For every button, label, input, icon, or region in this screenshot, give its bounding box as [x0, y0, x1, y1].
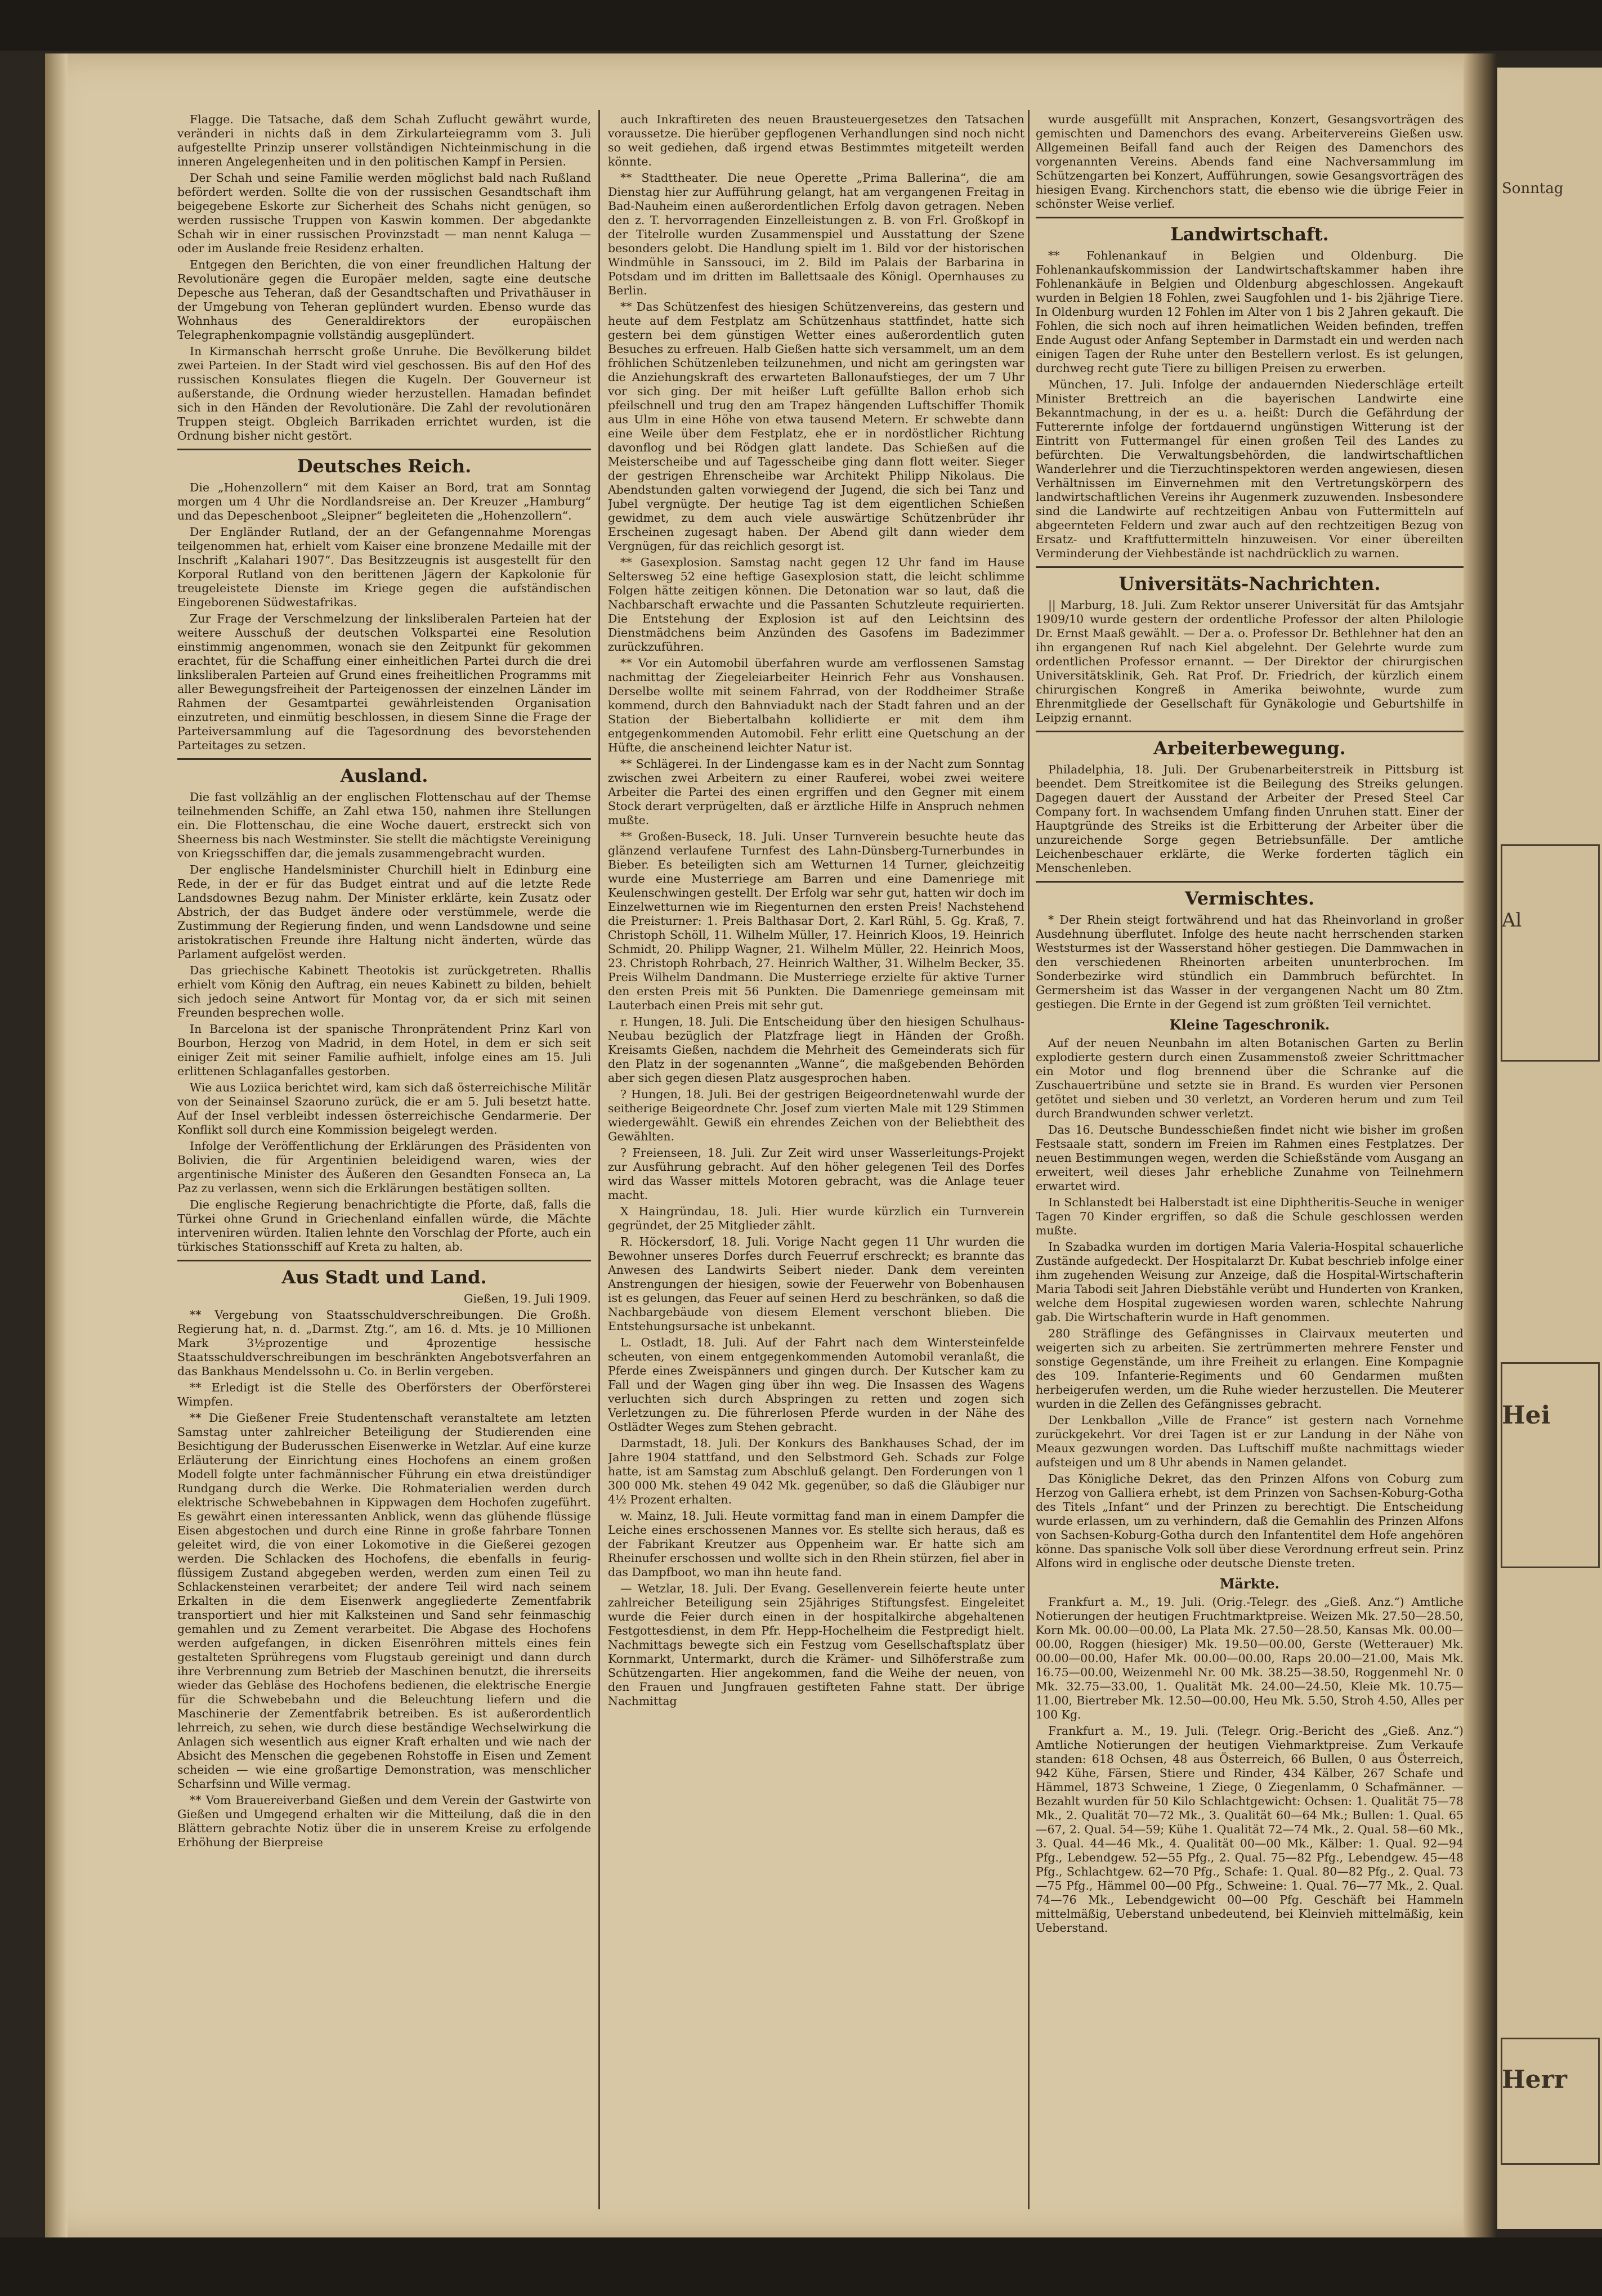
- section-heading-arbeiterbewegung: Arbeiterbewegung.: [1036, 731, 1464, 759]
- article-paragraph: Das griechische Kabinett Theotokis ist zurückgetreten. Rhallis erhielt vom König den Auftrag, ein neues Kabinett zu bilden, behielt sich jedoch seine Antwort für Montag vor, da er sich mit seinen Freunden besprechen wolle.: [177, 964, 591, 1019]
- column-2: [608, 113, 1024, 2195]
- adjacent-text-fragment: Al: [1502, 909, 1522, 932]
- page-left-edge: [45, 53, 68, 2237]
- scan-bottom-border: [0, 2237, 1602, 2296]
- adjacent-text-fragment: Sonntag: [1502, 180, 1564, 197]
- article-paragraph: wurde ausgefüllt mit Ansprachen, Konzert, Gesangsvorträgen des gemischten und Damenchors des evang. Arbeitervereins Gießen usw. Allgemeinen Beifall fand auch der Reigen des Damenchors des vorgenannten Vereins. Abends fand eine Nachversammlung im Schützengarten bei Konzert, Aufführungen, sowie Gesangsvorträgen des hiesigen Evang. Kirchenchors statt, die ebenso wie die übrige Feier in schönster Weise verlief.: [1036, 113, 1464, 211]
- column-rule: [598, 110, 600, 2209]
- adjacent-ad-box: [1501, 844, 1600, 1062]
- adjacent-ad-box: [1501, 1362, 1600, 1568]
- article-paragraph: ? Hungen, 18. Juli. Bei der gestrigen Beigeordnetenwahl wurde der seitherige Beigeordnete Chr. Josef zum vierten Male mit 129 Stimmen wiedergewählt. Gewiß ein ehrendes Zeichen von der Beliebtheit des Gewählten.: [608, 1087, 1024, 1143]
- article-paragraph: Frankfurt a. M., 19. Juli. (Telegr. Orig.-Bericht des „Gieß. Anz.“) Amtliche Notierungen der heutigen Viehmarktpreise. Zum Verkaufe standen: 618 Ochsen, 48 aus Österreich, 66 Bullen, 0 aus Österreich, 942 Kühe, Färsen, Stiere und Rinder, 434 Kälber, 267 Schafe und Hämmel, 1873 Schweine, 1 Ziege, 0 Ziegenlamm, 0 Schafmänner. — Bezahlt wurden für 50 Kilo Schlachtgewicht: Ochsen: 1. Qualität 75—78 Mk., 2. Qualität 70—72 Mk., 3. Qualität 60—64 Mk.; Bullen: 1. Qual. 65—67, 2. Qual. 54—59; Kühe 1. Qualität 72—74 Mk., 2. Qual. 58—60 Mk., 3. Qual. 44—46 Mk., 4. Qualität 00—00 Mk., Kälber: 1. Qual. 92—94 Pfg., Lebendgew. 52—55 Pfg., 2. Qual. 75—82 Pfg., Lebendgew. 45—48 Pfg., Schlachtgew. 62—70 Pfg., Schafe: 1. Qual. 80—82 Pfg., 2. Qual. 73—75 Pfg., Hämmel 00—00 Pfg., Schweine: 1. Qual. 76—77 Mk., 2. Qual. 74—76 Mk., Lebendgewicht 00—00 Pfg. Geschäft bei Hammeln mittelmäßig, Ueberstand unbedeutend, bei Kleinvieh mittelmäßig, kein Ueberstand.: [1036, 1724, 1464, 1935]
- article-paragraph: In Schlanstedt bei Halberstadt ist eine Diphtheritis-Seuche in weniger Tagen 70 Kinder ergriffen, so daß die Schule geschlossen werden mußte.: [1036, 1196, 1464, 1237]
- adjacent-text-fragment: Hei: [1502, 1401, 1551, 1430]
- adjacent-page-fragment: [1497, 68, 1602, 2229]
- article-paragraph: Die „Hohenzollern“ mit dem Kaiser an Bord, trat am Sonntag morgen um 4 Uhr die Nordlandsreise an. Der Kreuzer „Hamburg“ und das Depeschenboot „Sleipner“ begleiteten die „Hohenzollern“.: [177, 481, 591, 522]
- article-paragraph: Flagge. Die Tatsache, daß dem Schah Zuflucht gewährt wurde, veränderi in nichts daß in dem Zirkularteiegramm vom 3. Juli aufgestellte Prinzip unserer vollständigen Nichteinmischung in die inneren Angelegenheiten und in den politischen Kampf in Persien.: [177, 113, 591, 168]
- article-paragraph: Die fast vollzählig an der englischen Flottenschau auf der Themse teilnehmenden Schiffe, an Zahl etwa 150, nahmen ihre Stellungen ein. Die Flottenschau, die eine Woche dauert, erstreckt sich von Sheerness bis nach Westminster. Sie stellt die mächtigste Vereinigung von Kriegsschiffen dar, die jemals zusammengebracht wurden.: [177, 790, 591, 860]
- article-paragraph: Das Königliche Dekret, das den Prinzen Alfons von Coburg zum Herzog von Galliera erhebt, ist dem Prinzen von Sachsen-Koburg-Gotha des Titels „Infant“ und der Prinzen zu berechtigt. Die Entscheidung wurde erlassen, um zu verhindern, daß die Gemahlin des Prinzen Alfons von Sachsen-Koburg-Gotha durch den Infantentitel dem Hofe angehören könne. Das spanische Volk soll über diese Verordnung erfreut sein. Prinz Alfons wird in englische oder deutsche Dienste treten.: [1036, 1472, 1464, 1570]
- scan-top-border: [0, 0, 1602, 51]
- article-paragraph: ** Vergebung von Staatsschuldverschreibungen. Die Großh. Regierung hat, n. d. „Darmst. Ztg.“, am 16. d. Mts. je 10 Millionen Mark 3½prozentige und 4prozentige hessische Staatsschuldverschreibungen im beschränkten Angebotsverfahren an das Bankhaus Mendelssohn u. Co. in Berlin vergeben.: [177, 1308, 591, 1378]
- article-paragraph: ** Fohlenankauf in Belgien und Oldenburg. Die Fohlenankaufskommission der Landwirtschaftskammer haben ihre Fohlenankäufe in Belgien und Oldenburg abgeschlossen. Angekauft wurden in Belgien 18 Fohlen, zwei Saugfohlen und 1- bis 2jährige Tiere. In Oldenburg wurden 12 Fohlen im Alter von 1 bis 2 Jahren gekauft. Die Fohlen, die sich noch auf ihren heimatlichen Weiden befinden, treffen Ende August oder Anfang September in Darmstadt ein und werden nach einigen Tagen der Ruhe unter den Bestellern verlost. Es ist gelungen, durchweg recht gute Tiere zu billigen Preisen zu erwerben.: [1036, 249, 1464, 375]
- article-paragraph: Frankfurt a. M., 19. Juli. (Orig.-Telegr. des „Gieß. Anz.“) Amtliche Notierungen der heutigen Fruchtmarktpreise. Weizen Mk. 27.50—28.50, Korn Mk. 00.00—00.00, La Plata Mk. 27.50—28.50, Kansas Mk. 00.00—00.00, Roggen (hiesiger) Mk. 19.50—00.00, Gerste (Wetterauer) Mk. 00.00—00.00, Hafer Mk. 00.00—00.00, Raps 20.00—21.00, Mais Mk. 16.75—00.00, Weizenmehl Nr. 00 Mk. 38.25—38.50, Roggenmehl Nr. 0 Mk. 32.75—33.00, 1. Qualität Mk. 24.00—24.50, Kleie Mk. 10.75—11.00, Biertreber Mk. 12.50—00.00, Heu Mk. 5.50, Stroh 4.50, Alles per 100 Kg.: [1036, 1595, 1464, 1721]
- article-paragraph: Auf der neuen Neunbahn im alten Botanischen Garten zu Berlin explodierte gestern durch einen Zusammenstoß zweier Schrittmacher ein Motor und flog brennend über die Schranke auf die Zuschauertribüne und setzte sie in Brand. Es wurden vier Personen getötet und sieben und 30 verletzt, an Vorderen herum und zum Teil durch Brandwunden schwer verletzt.: [1036, 1036, 1464, 1120]
- article-paragraph: Infolge der Veröffentlichung der Erklärungen des Präsidenten von Bolivien, die für Argentinien beleidigend waren, wies der argentinische Minister des Äußeren den Gesandten Fonseca an, La Paz zu verlassen, wenn sich die Erklärungen bestätigen sollten.: [177, 1139, 591, 1195]
- dateline: Gießen, 19. Juli 1909.: [464, 1292, 591, 1305]
- article-paragraph: * Der Rhein steigt fortwährend und hat das Rheinvorland in großer Ausdehnung überflutet. Infolge des heute nacht herrschenden starken Weststurmes ist der Wasserstand höher gestiegen. Die Dammwachen in den verschiedenen Rheinorten arbeiten ununterbrochen. Im Sonderbezirke wird stündlich ein Dammbruch befürchtet. In Germersheim ist das Wasser in der vergangenen Nacht um 80 Ztm. gestiegen. Die Ernte in der Gegend ist zum größten Teil vernichtet.: [1036, 913, 1464, 1011]
- article-paragraph: 280 Sträflinge des Gefängnisses in Clairvaux meuterten und weigerten sich zu arbeiten. Sie zertrümmerten mehrere Fenster und sonstige Gegenstände, um ihre Freiheit zu erlangen. Eine Kompagnie des 109. Infanterie-Regiments und 60 Gendarmen mußten herbeigerufen werden, um die Ruhe wieder herzustellen. Die Meuterer wurden in die Zellen des Gefängnisses gebracht.: [1036, 1327, 1464, 1411]
- article-paragraph: Der Engländer Rutland, der an der Gefangennahme Morengas teilgenommen hat, erhielt vom Kaiser eine bronzene Medaille mit der Inschrift „Kalahari 1907“. Das Besitzzeugnis ist ausgestellt für den Korporal Rutland von den berittenen Jägern der Kapkolonie für treugeleistete Dienste im Kriege gegen die aufständischen Eingeborenen Südwestafrikas.: [177, 525, 591, 609]
- article-paragraph: ** Stadttheater. Die neue Operette „Prima Ballerina“, die am Dienstag hier zur Aufführung gelangt, hat am vergangenen Freitag in Bad-Nauheim einen außerordentlichen Erfolg davon getragen. Neben den z. T. hervorragenden Einzelleistungen z. B. von Frl. Großkopf in der Titelrolle wurden Zusammenspiel und Ausstattung der Szene besonders gelobt. Die Handlung spielt im 1. Bild vor der historischen Windmühle in Sanssouci, im 2. Bild im Palais der Barbarina in Potsdam und im dritten im Ballettsaale des Königl. Opernhauses zu Berlin.: [608, 171, 1024, 297]
- article-paragraph: ? Freienseen, 18. Juli. Zur Zeit wird unser Wasserleitungs-Projekt zur Ausführung gebracht. Auf den höher gelegenen Teil des Dorfes wird das Wasser mittels Motoren gebracht, was die Anlage teuer macht.: [608, 1146, 1024, 1202]
- article-paragraph: ** Gasexplosion. Samstag nacht gegen 12 Uhr fand im Hause Seltersweg 52 eine heftige Gasexplosion statt, die leicht schlimme Folgen hätte zeitigen können. Die Detonation war so laut, daß die Nachbarschaft erwachte und die Passanten Schutzleute requirierten. Die Entstehung der Explosion ist auf den Leichtsinn des Dienstmädchens beim Anzünden des Gasofens im Badezimmer zurückzuführen.: [608, 556, 1024, 654]
- article-paragraph: Zur Frage der Verschmelzung der linksliberalen Parteien hat der weitere Ausschuß der deutschen Volkspartei eine Resolution einstimmig angenommen, wonach sie den Zeitpunkt für gekommen erachtet, für die Schaffung einer einheitlichen Partei durch die drei linksliberalen Parteien auf Grund eines freiheitlichen Programms mit aller Bewegungsfreiheit der Parteigenossen der einzelnen Länder im Rahmen der Gesamtpartei gewährleistenden Organisation einzutreten, und einmütig beschlossen, in diesem Sinne die Frage der Parteiversammlung auf die Tagesordnung des bevorstehenden Parteitages zu setzen.: [177, 612, 591, 752]
- subheading-kleine-tageschronik: Kleine Tageschronik.: [1169, 1017, 1330, 1033]
- adjacent-text-fragment: Herr: [1502, 2065, 1567, 2094]
- article-paragraph: w. Mainz, 18. Juli. Heute vormittag fand man in einem Dampfer die Leiche eines erschossenen Mannes vor. Es stellte sich heraus, daß es der Fabrikant Kreutzer aus Oppenheim war. Er hatte sich am Rheinufer erschossen und wollte sich in den Rhein stürzen, fiel aber in das Dampfboot, wo man ihn heute fand.: [608, 1509, 1024, 1579]
- section-heading-stadt-und-land: Aus Stadt und Land.: [177, 1260, 591, 1288]
- article-paragraph: ** Das Schützenfest des hiesigen Schützenvereins, das gestern und heute auf dem Festplatz am Schützenhaus stattfindet, hatte sich gestern bei dem günstigen Wetter eines außerordentlich guten Besuches zu erfreuen. Halb Gießen hatte sich versammelt, um an dem fröhlichen Schützenleben teilzunehmen, und nicht am geringsten war die Anziehungskraft des erwarteten Ballonaufstieges, der um 7 Uhr vor sich ging. Der mit heißer Luft gefüllte Ballon erhob sich pfeilschnell und trug den am Trapez hängenden Luftschiffer Thomik aus Ulm in eine Höhe von etwa tausend Metern. Er schwebte dann eine Weile über dem Festplatz, ehe er in nordöstlicher Richtung davonflog und bei Rödgen glatt landete. Das Schießen auf die Meisterscheibe und auf Tagesscheibe ging dann flott weiter. Sieger der gestrigen Ehrenscheibe war Architekt Philipp Nikolaus. Die Abendstunden galten vorwiegend der Jugend, die sich bei Tanz und Jubel vergnügte. Der heutige Tag ist dem eigentlichen Schießen gewidmet, zu dem auch viele auswärtige Schützenbrüder ihr Erscheinen zugesagt haben. Der Abend gilt dann wieder dem Vergnügen, für das reichlich gesorgt ist.: [608, 300, 1024, 553]
- article-paragraph: R. Höckersdorf, 18. Juli. Vorige Nacht gegen 11 Uhr wurden die Bewohner unseres Dorfes durch Feuerruf erschreckt; es brannte das Anwesen des Landwirts Seibert nieder. Dank dem vereinten Anstrengungen der hiesigen, sowie der Feuerwehr von Bobenhausen ist es gelungen, das Feuer auf seinen Herd zu beschränken, so daß die Nachbargebäude von diesem Element verschont blieben. Die Entstehungsursache ist unbekannt.: [608, 1235, 1024, 1333]
- column-rule: [1028, 110, 1030, 2209]
- column-3: [1036, 113, 1464, 2195]
- article-paragraph: Das 16. Deutsche Bundesschießen findet nicht wie bisher im großen Festsaale statt, sondern im Freien im Rahmen eines Festplatzes. Der neuen Bestimmungen wegen, werden die Schießstände vom Ausgang an erweitert, weil dieses Jahr erhebliche Zunahme von Teilnehmern erwartet wird.: [1036, 1123, 1464, 1193]
- subheading-maerkte: Märkte.: [1219, 1576, 1280, 1592]
- article-paragraph: ** Erledigt ist die Stelle des Oberförsters der Oberförsterei Wimpfen.: [177, 1381, 591, 1408]
- section-heading-landwirtschaft: Landwirtschaft.: [1036, 217, 1464, 245]
- article-paragraph: r. Hungen, 18. Juli. Die Entscheidung über den hiesigen Schulhaus-Neubau bezüglich der Platzfrage liegt in Händen der Großh. Kreisamts Gießen, nachdem die Mehrheit des Gemeinderats sich für den Platz in der sogenannten „Wanne“, die maßgebenden Behörden aber sich gegen diesen Platz ausgesprochen haben.: [608, 1015, 1024, 1085]
- article-paragraph: ** Vom Brauereiverband Gießen und dem Verein der Gastwirte von Gießen und Umgegend erhalten wir die Mitteilung, daß die in den Blättern gebrachte Notiz über die in unserem Kreise zu erfolgende Erhöhung der Bierpreise: [177, 1793, 591, 1849]
- article-paragraph: ** Großen-Buseck, 18. Juli. Unser Turnverein besuchte heute das glänzend verlaufene Turnfest des Lahn-Dünsberg-Turnerbundes in Bieber. Es beteiligten sich am Wetturnen 14 Turner, gleichzeitig wurde eine Musterriege am Barren und eine Damenriege mit Keulenschwingen gestellt. Der Erfolg war sehr gut, hatten wir doch im Einzelwetturnen wie im Riegenturnen den ersten Preis! Nachstehend die Preisturner: 1. Preis Balthasar Dort, 2. Karl Rühl, 5. Gg. Kraß, 7. Christoph Schöll, 11. Wilhelm Müller, 17. Heinrich Kloos, 19. Heinrich Schmidt, 20. Philipp Wagner, 21. Wilhelm Müller, 22. Heinrich Moos, 23. Christoph Rohrbach, 27. Heinrich Walther, 31. Wilhelm Becker, 35. Preis Wilhelm Dandmann. Die Musterriege erzielte für aktive Turner den ersten Preis mit 56 Punkten. Die Damenriege gemeinsam mit Lauterbach einen Preis mit sehr gut.: [608, 830, 1024, 1012]
- article-paragraph: Philadelphia, 18. Juli. Der Grubenarbeiterstreik in Pittsburg ist beendet. Dem Streitkomitee ist die Beilegung des Streiks gelungen. Dagegen dauert der Ausstand der Arbeiter der Presed Steel Car Company fort. In wachsendem Umfang finden Unruhen statt. Einer der Hauptgründe des Streiks ist die Erbitterung der Arbeiter über die unzureichende Sorge gegen Betriebsunfälle. Der amtliche Leichenbeschauer erklärte, die Werke forderten täglich ein Menschenleben.: [1036, 763, 1464, 875]
- article-paragraph: || Marburg, 18. Juli. Zum Rektor unserer Universität für das Amtsjahr 1909/10 wurde gestern der ordentliche Professor der alten Philologie Dr. Ernst Maaß gewählt. — Der a. o. Professor Dr. Bethlehner hat den an ihn ergangenen Ruf nach Kiel abgelehnt. Der Gelehrte wurde zum ordentlichen Professor ernannt. — Der Direktor der chirurgischen Universitätsklinik, Geh. Rat Prof. Dr. Friedrich, der kürzlich einem chirurgischen Kongreß in Amerika beiwohnte, wurde zum Ehrenmitgliede der Gesellschaft für Gynäkologie und Geburtshilfe in Leipzig ernannt.: [1036, 598, 1464, 724]
- article-paragraph: In Szabadka wurden im dortigen Maria Valeria-Hospital schauerliche Zustände aufgedeckt. Der Hospitalarzt Dr. Kubat beschrieb infolge einer ihm zugehenden Weisung zur Anzeige, daß die Hospital-Wirtschafterin Maria Tabodi seit Jahren Diebstähle verübt und Hunderten von Kranken, welche dem Hospital zugewiesen worden waren, schlechte Nahrung gab. Die Wirtschafterin wurde in Haft genommen.: [1036, 1240, 1464, 1324]
- article-paragraph: X Haingründau, 18. Juli. Hier wurde kürzlich ein Turnverein gegründet, der 25 Mitglieder zählt.: [608, 1205, 1024, 1232]
- section-heading-vermischtes: Vermischtes.: [1036, 881, 1464, 910]
- section-heading-deutsches-reich: Deutsches Reich.: [177, 449, 591, 477]
- article-paragraph: München, 17. Juli. Infolge der andauernden Niederschläge erteilt Minister Brettreich an die bayerischen Landwirte eine Bekanntmachung, in der es u. a. heißt: Durch die Gefährdung der Futterernte infolge der fortdauernd ungünstigen Witterung ist der Eintritt von Futtermangel für einen großen Teil des Landes zu befürchten. Die Verwaltungsbehörden, die landwirtschaftlichen Wanderlehrer und die Tierzuchtinspektoren werden angewiesen, diesen Verhältnissen im Einvernehmen mit den Vertretungskörpern des landwirtschaftlichen Vereins ihr Augenmerk zuzuwenden. Insbesondere sind die Landwirte auf rechtzeitigen Anbau von Futtermitteln auf abgeernteten Feldern und zwar auch auf den rechtzeitigen Bezug von Ersatz- und Kraftfuttermitteln hinzuweisen. Vor einer übereilten Verminderung der Viehbestände ist nachdrücklich zu warnen.: [1036, 378, 1464, 560]
- section-heading-universitaets-nachrichten: Universitäts-Nachrichten.: [1036, 566, 1464, 595]
- article-paragraph: — Wetzlar, 18. Juli. Der Evang. Gesellenverein feierte heute unter zahlreicher Beteiligung sein 25jähriges Stiftungsfest. Eingeleitet wurde die Feier durch einen in der hospitalkirche abgehaltenen Festgottesdienst, in dem Pfr. Hepp-Hochelheim die Festpredigt hielt. Nachmittags bewegte sich ein Festzug vom Gesellschaftsplatz über Kornmarkt, Untermarkt, durch die Krämer- und Silhöferstraße zum Schützengarten. Hier angekommen, fand die Weihe der neuen, von den Frauen und Jungfrauen gestifteten Fahne statt. Der übrige Nachmittag: [608, 1582, 1024, 1708]
- article-paragraph: ** Vor ein Automobil überfahren wurde am verflossenen Samstag nachmittag der Ziegeleiarbeiter Heinrich Fehr aus Vonshausen. Derselbe wollte mit seinem Fahrrad, von der Roddheimer Straße kommend, durch den Bahnviadukt nach der Stadt fahren und an der Station der Biebertalbahn kollidierte er mit dem ihm entgegenkommenden Automobil. Fehr erlitt eine Quetschung an der Hüfte, die anscheinend leichter Natur ist.: [608, 656, 1024, 754]
- article-paragraph: Darmstadt, 18. Juli. Der Konkurs des Bankhauses Schad, der im Jahre 1904 stattfand, und den Selbstmord Geh. Schads zur Folge hatte, ist am Samstag zum Abschluß gelangt. Den Forderungen von 1 300 000 Mk. stehen 49 042 Mk. gegenüber, so daß die Gläubiger nur 4½ Prozent erhalten.: [608, 1436, 1024, 1506]
- section-heading-ausland: Ausland.: [177, 758, 591, 787]
- article-paragraph: In Kirmanschah herrscht große Unruhe. Die Bevölkerung bildet zwei Parteien. In der Stadt wird viel geschossen. Bis auf den Hof des russischen Konsulates fliegen die Kugeln. Der Gouverneur ist außerstande, die Ordnung wieder herzustellen. Hamadan befindet sich in den Händen der Revolutionäre. Die Zahl der revolutionären Truppen steigt. Obgleich Barrikaden errichtet wurden, ist die Ordnung bisher nicht gestört.: [177, 344, 591, 442]
- adjacent-ad-box: [1501, 2038, 1600, 2165]
- article-paragraph: Der englische Handelsminister Churchill hielt in Edinburg eine Rede, in der er für das Budget eintrat und auf die letzte Rede Landsdownes Bezug nahm. Der Minister erklärte, kein Zusatz oder Abstrich, der das Budget ändere oder verstümmele, werde die Zustimmung der Regierung finden, und wenn Landsdowne und seine aristokratischen Freunde ihre Haltung nicht änderten, würde das Parlament aufgelöst werden.: [177, 863, 591, 961]
- article-paragraph: Die englische Regierung benachrichtigte die Pforte, daß, falls die Türkei ohne Grund in Griechenland einfallen würde, die Mächte interveniren würden. Italien lehnte den Vorschlag der Pforte, auch ein türkisches Stationsschiff auf Kreta zu halten, ab.: [177, 1198, 591, 1254]
- article-paragraph: L. Ostladt, 18. Juli. Auf der Fahrt nach dem Wintersteinfelde scheuten, von einem entgegenkommenden Automobil veranlaßt, die Pferde eines Zweispänners und gingen durch. Der Kutscher kam zu Fall und der Wagen ging über ihn weg. Die Insassen des Wagens verluchten sich durch Abspringen zu retten und zogen sich Verletzungen zu. Die führerlosen Pferde wurden in der Nähe des Ostlädter Weges zum Stehen gebracht.: [608, 1336, 1024, 1434]
- article-paragraph: ** Schlägerei. In der Lindengasse kam es in der Nacht zum Sonntag zwischen zwei Arbeitern zu einer Rauferei, wobei zwei weitere Arbeiter die Partei des einen ergriffen und den Gegner mit einem Stock derart verprügelten, daß er ärztliche Hilfe in Anspruch nehmen mußte.: [608, 757, 1024, 827]
- page-fold: [1464, 53, 1497, 2237]
- article-paragraph: ** Die Gießener Freie Studentenschaft veranstaltete am letzten Samstag unter zahlreicher Beteiligung der Studierenden eine Besichtigung der Buderusschen Eisenwerke in Wetzlar. Auf eine kurze Erläuterung der Einrichtung eines Hochofens an einem großen Modell folgte unter fachmännischer Führung ein etwa dreistündiger Rundgang durch die Werke. Die Rohmaterialien werden durch elektrische Schwebebahnen in Kippwagen dem Hochofen zugeführt. Es gewährt einen interessanten Anblick, wenn das glühende flüssige Eisen abgestochen und durch eine Rinne in große fahrbare Tonnen geleitet wird, die von einer Lokomotive in die Gießerei gezogen werden. Die Schlacken des Hochofens, die ebenfalls in feurig-flüssigem Zustand abgegeben werden, werden zum einen Teil zu Schlackensteinen verarbeitet; der andere Teil wird nach seinem Erkalten in die dem Eisenwerk angegliederte Zementfabrik transportiert und hier mit Kalksteinen und Sand sehr feinmaschig gemahlen und zu Zement verarbeitet. Die Abgase des Hochofens werden aufgefangen, in dicken Eisenröhren mittels eines fein gestalteten Sprühregens vom Flugstaub gereinigt und dann durch ihre Verbrennung zum Betrieb der Maschinen benutzt, die ihrerseits wieder das Gebläse des Hochofens bedienen, die elektrische Energie für die Schwebebahn und die Beleuchtung liefern und die Maschinerie der Zementfabrik betreiben. Es ist außerordentlich lehrreich, zu sehen, wie durch diese beständige Wechselwirkung die Anlagen sich wesentlich aus eigner Kraft erhalten und wie nach der Absicht des Menschen die gegebenen Rohstoffe in Eisen und Zement scheiden — wie eine großartige Demonstration, was menschlicher Scharfsinn und Wille vermag.: [177, 1411, 591, 1791]
- article-paragraph: Der Lenkballon „Ville de France“ ist gestern nach Vornehme zurückgekehrt. Vor drei Tagen ist er zur Landung in der Nähe von Meaux gezwungen worden. Das Luftschiff mußte nachmittags wieder aufsteigen und um 8 Uhr abends in Namen gelandet.: [1036, 1413, 1464, 1469]
- article-paragraph: Entgegen den Berichten, die von einer freundlichen Haltung der Revolutionäre gegen die Europäer melden, sagte eine deutsche Depesche aus Teheran, daß der Gesandtschaften und Privathäuser in der Umgebung von Teheran geplündert wurden. Ebenso wurde das Wohnhaus des Generaldirektors der europäischen Telegraphenkompagnie vollständig ausgeplündert.: [177, 258, 591, 342]
- article-paragraph: auch Inkraftireten des neuen Brausteuergesetzes den Tatsachen voraussetze. Die hierüber gepflogenen Verhandlungen sind noch nicht so weit gediehen, daß irgend etwas Bestimmtes mitgeteilt werden könnte.: [608, 113, 1024, 168]
- column-1: [177, 113, 591, 2195]
- article-paragraph: In Barcelona ist der spanische Thronprätendent Prinz Karl von Bourbon, Herzog von Madrid, in dem Hotel, in dem er sich seit einiger Zeit mit seiner Familie aufhielt, infolge eines am 15. Juli erlittenen Schlaganfalles gestorben.: [177, 1022, 591, 1078]
- article-paragraph: Wie aus Loziica berichtet wird, kam sich daß österreichische Militär von der Seinainsel Szaoruno zurück, die er am 5. Juli besetzt hatte. Auf der Insel verbleibt indessen österreichische Gendarmerie. Der Konflikt soll durch eine Kommission beigelegt werden.: [177, 1081, 591, 1136]
- article-paragraph: Der Schah und seine Familie werden möglichst bald nach Rußland befördert werden. Sollte die von der russischen Gesandtschaft ihm beigegebene Eskorte zur Sicherheit des Schahs nicht genügen, so werden russische Truppen von Kaswin kommen. Der abgedankte Schah wir in einer russischen Provinzstadt — man nennt Kaluga — oder im Auslande freie Residenz erhalten.: [177, 171, 591, 255]
